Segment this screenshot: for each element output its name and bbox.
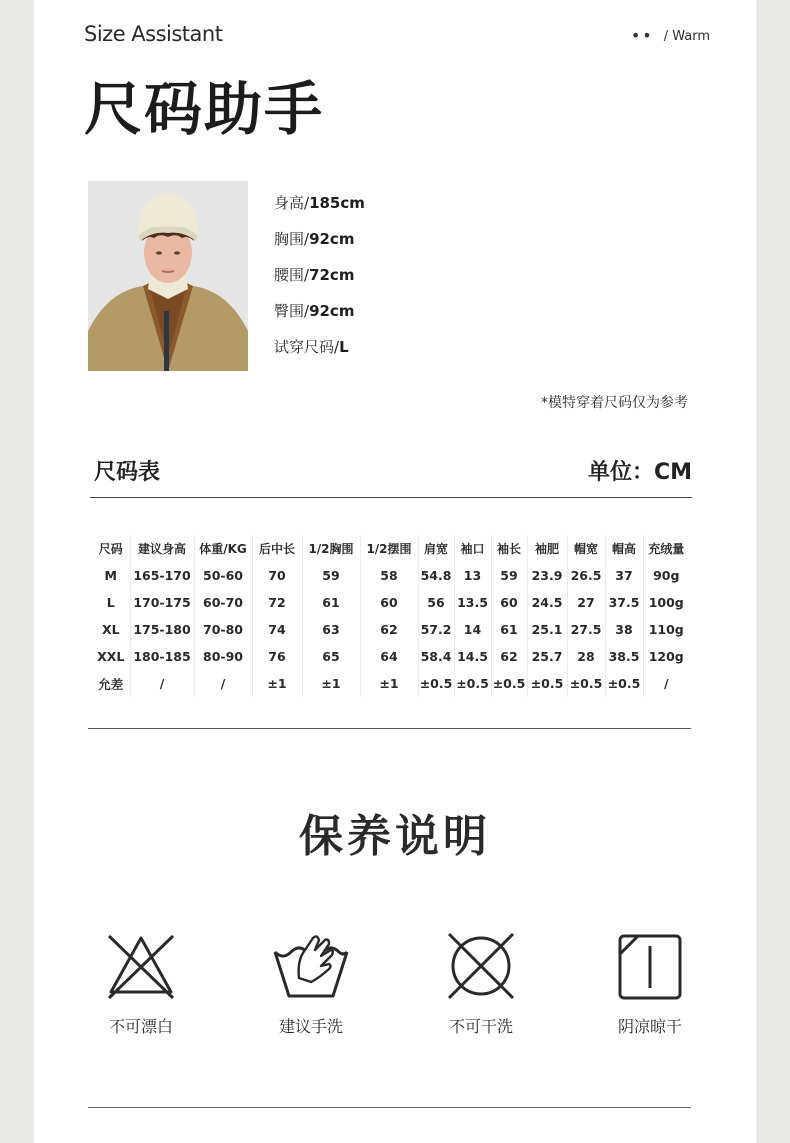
column-header: 1/2摆围 [360, 535, 418, 562]
table-cell: 175-180 [130, 616, 194, 643]
column-header: 帽高 [605, 535, 643, 562]
size-chart-header [90, 455, 692, 485]
table-cell: 28 [567, 643, 605, 670]
table-cell: ±0.5 [527, 670, 567, 697]
table-cell: 23.9 [527, 562, 567, 589]
table-row [92, 589, 689, 616]
table-cell: ±0.5 [491, 670, 527, 697]
dots-decoration: •• [630, 26, 654, 45]
model-illustration [88, 181, 248, 371]
table-cell: 100g [643, 589, 689, 616]
measure-waist [274, 264, 365, 300]
table-cell: 允差 [98, 676, 124, 692]
table-cell: ±1 [302, 670, 360, 697]
care-item-line-dry-shade [580, 930, 720, 1037]
table-cell: 54.8 [418, 562, 454, 589]
table-cell: 59 [302, 562, 360, 589]
table-cell: 165-170 [130, 562, 194, 589]
table-cell: XL [101, 622, 120, 637]
table-cell: 63 [302, 616, 360, 643]
measure-value: L [339, 338, 349, 356]
column-header: 体重/KG [194, 535, 252, 562]
table-cell: 62 [491, 643, 527, 670]
divider [88, 1107, 691, 1108]
divider [88, 728, 691, 729]
column-header: 充绒量 [643, 535, 689, 562]
table-cell: ±0.5 [567, 670, 605, 697]
reference-note: *模特穿着尺码仅为参考 [541, 395, 688, 411]
column-header: 帽宽 [567, 535, 605, 562]
table-cell: 58.4 [418, 643, 454, 670]
table-cell: 27.5 [567, 616, 605, 643]
measure-label: 腰围/ [274, 266, 310, 284]
warm-label: / Warm [663, 28, 710, 44]
table-cell: 37 [605, 562, 643, 589]
table-cell: 27 [567, 589, 605, 616]
table-cell: ±0.5 [605, 670, 643, 697]
table-cell: M [104, 568, 117, 583]
table-cell: 61 [491, 616, 527, 643]
hand-wash-icon [271, 930, 351, 1002]
table-cell: 37.5 [605, 589, 643, 616]
model-photo [88, 181, 248, 371]
table-cell: 64 [360, 643, 418, 670]
table-cell: / [130, 670, 194, 697]
table-header-row [92, 535, 689, 562]
table-cell: L [106, 595, 115, 610]
table-cell: 38 [605, 616, 643, 643]
care-label: 建议手洗 [278, 1017, 343, 1036]
size-chart-title: 尺码表 [94, 460, 161, 485]
table-row [92, 670, 689, 697]
measure-chest [274, 228, 365, 264]
size-assistant-page [34, 0, 756, 1143]
column-header: 尺码 [98, 542, 123, 556]
table-cell: 90g [643, 562, 689, 589]
measure-label: 身高/ [274, 194, 310, 212]
measure-fit-size [274, 336, 365, 372]
table-cell: 76 [252, 643, 302, 670]
table-cell: 14.5 [454, 643, 491, 670]
table-cell: 170-175 [130, 589, 194, 616]
table-cell: 25.7 [527, 643, 567, 670]
table-cell: 70-80 [194, 616, 252, 643]
model-measurements [274, 192, 365, 372]
table-cell: 65 [302, 643, 360, 670]
table-row [92, 616, 689, 643]
table-cell: / [194, 670, 252, 697]
measure-label: 试穿尺码/ [274, 338, 340, 356]
column-header: 袖口 [454, 535, 491, 562]
table-cell: ±1 [360, 670, 418, 697]
measure-value: 72cm [309, 266, 355, 284]
table-cell: 62 [360, 616, 418, 643]
table-cell: 180-185 [130, 643, 194, 670]
care-label: 不可干洗 [448, 1017, 513, 1036]
measure-label: 胸围/ [274, 230, 310, 248]
table-cell: 50-60 [194, 562, 252, 589]
table-cell: 24.5 [527, 589, 567, 616]
column-header: 袖长 [491, 535, 527, 562]
column-header: 肩宽 [418, 535, 454, 562]
line-dry-shade-icon [614, 930, 686, 1002]
column-header: 袖肥 [527, 535, 567, 562]
divider [90, 497, 692, 498]
table-cell: 13 [454, 562, 491, 589]
care-item-no-bleach [71, 930, 211, 1037]
measure-value: 185cm [309, 194, 365, 212]
table-row [92, 562, 689, 589]
care-item-no-dry-clean [411, 930, 551, 1037]
top-right-tag [631, 28, 710, 44]
table-cell: 13.5 [454, 589, 491, 616]
table-cell: 38.5 [605, 643, 643, 670]
column-header: 建议身高 [130, 535, 194, 562]
measure-value: 92cm [309, 230, 355, 248]
table-cell: 61 [302, 589, 360, 616]
table-cell: / [643, 670, 689, 697]
table-cell: 72 [252, 589, 302, 616]
table-cell: 57.2 [418, 616, 454, 643]
brand-name: Size Assistant [84, 22, 223, 46]
page-title: 尺码助手 [84, 75, 325, 143]
no-bleach-icon [105, 930, 177, 1002]
table-cell: 59 [491, 562, 527, 589]
size-chart-unit: 单位：CM [587, 460, 692, 485]
measure-label: 臀围/ [274, 302, 310, 320]
table-cell: 25.1 [527, 616, 567, 643]
table-cell: 60 [491, 589, 527, 616]
table-cell: ±0.5 [418, 670, 454, 697]
no-dry-clean-icon [445, 930, 517, 1002]
column-header: 后中长 [252, 535, 302, 562]
table-cell: 58 [360, 562, 418, 589]
table-cell: ±1 [252, 670, 302, 697]
table-cell: 14 [454, 616, 491, 643]
measure-height [274, 192, 365, 228]
care-title: 保养说明 [299, 811, 491, 862]
care-label: 阴凉晾干 [617, 1017, 682, 1036]
measure-value: 92cm [309, 302, 355, 320]
care-item-hand-wash [241, 930, 381, 1037]
table-cell: 80-90 [194, 643, 252, 670]
column-header: 1/2胸围 [302, 535, 360, 562]
table-cell: 60 [360, 589, 418, 616]
table-cell: 74 [252, 616, 302, 643]
table-cell: 70 [252, 562, 302, 589]
table-cell: 56 [418, 589, 454, 616]
table-row [92, 643, 689, 670]
table-cell: 60-70 [194, 589, 252, 616]
table-cell: 26.5 [567, 562, 605, 589]
measure-hip [274, 300, 365, 336]
size-table [92, 535, 689, 697]
care-label: 不可漂白 [108, 1017, 173, 1036]
table-cell: ±0.5 [454, 670, 491, 697]
table-cell: 120g [643, 643, 689, 670]
table-cell: 110g [643, 616, 689, 643]
table-cell: XXL [97, 649, 125, 664]
